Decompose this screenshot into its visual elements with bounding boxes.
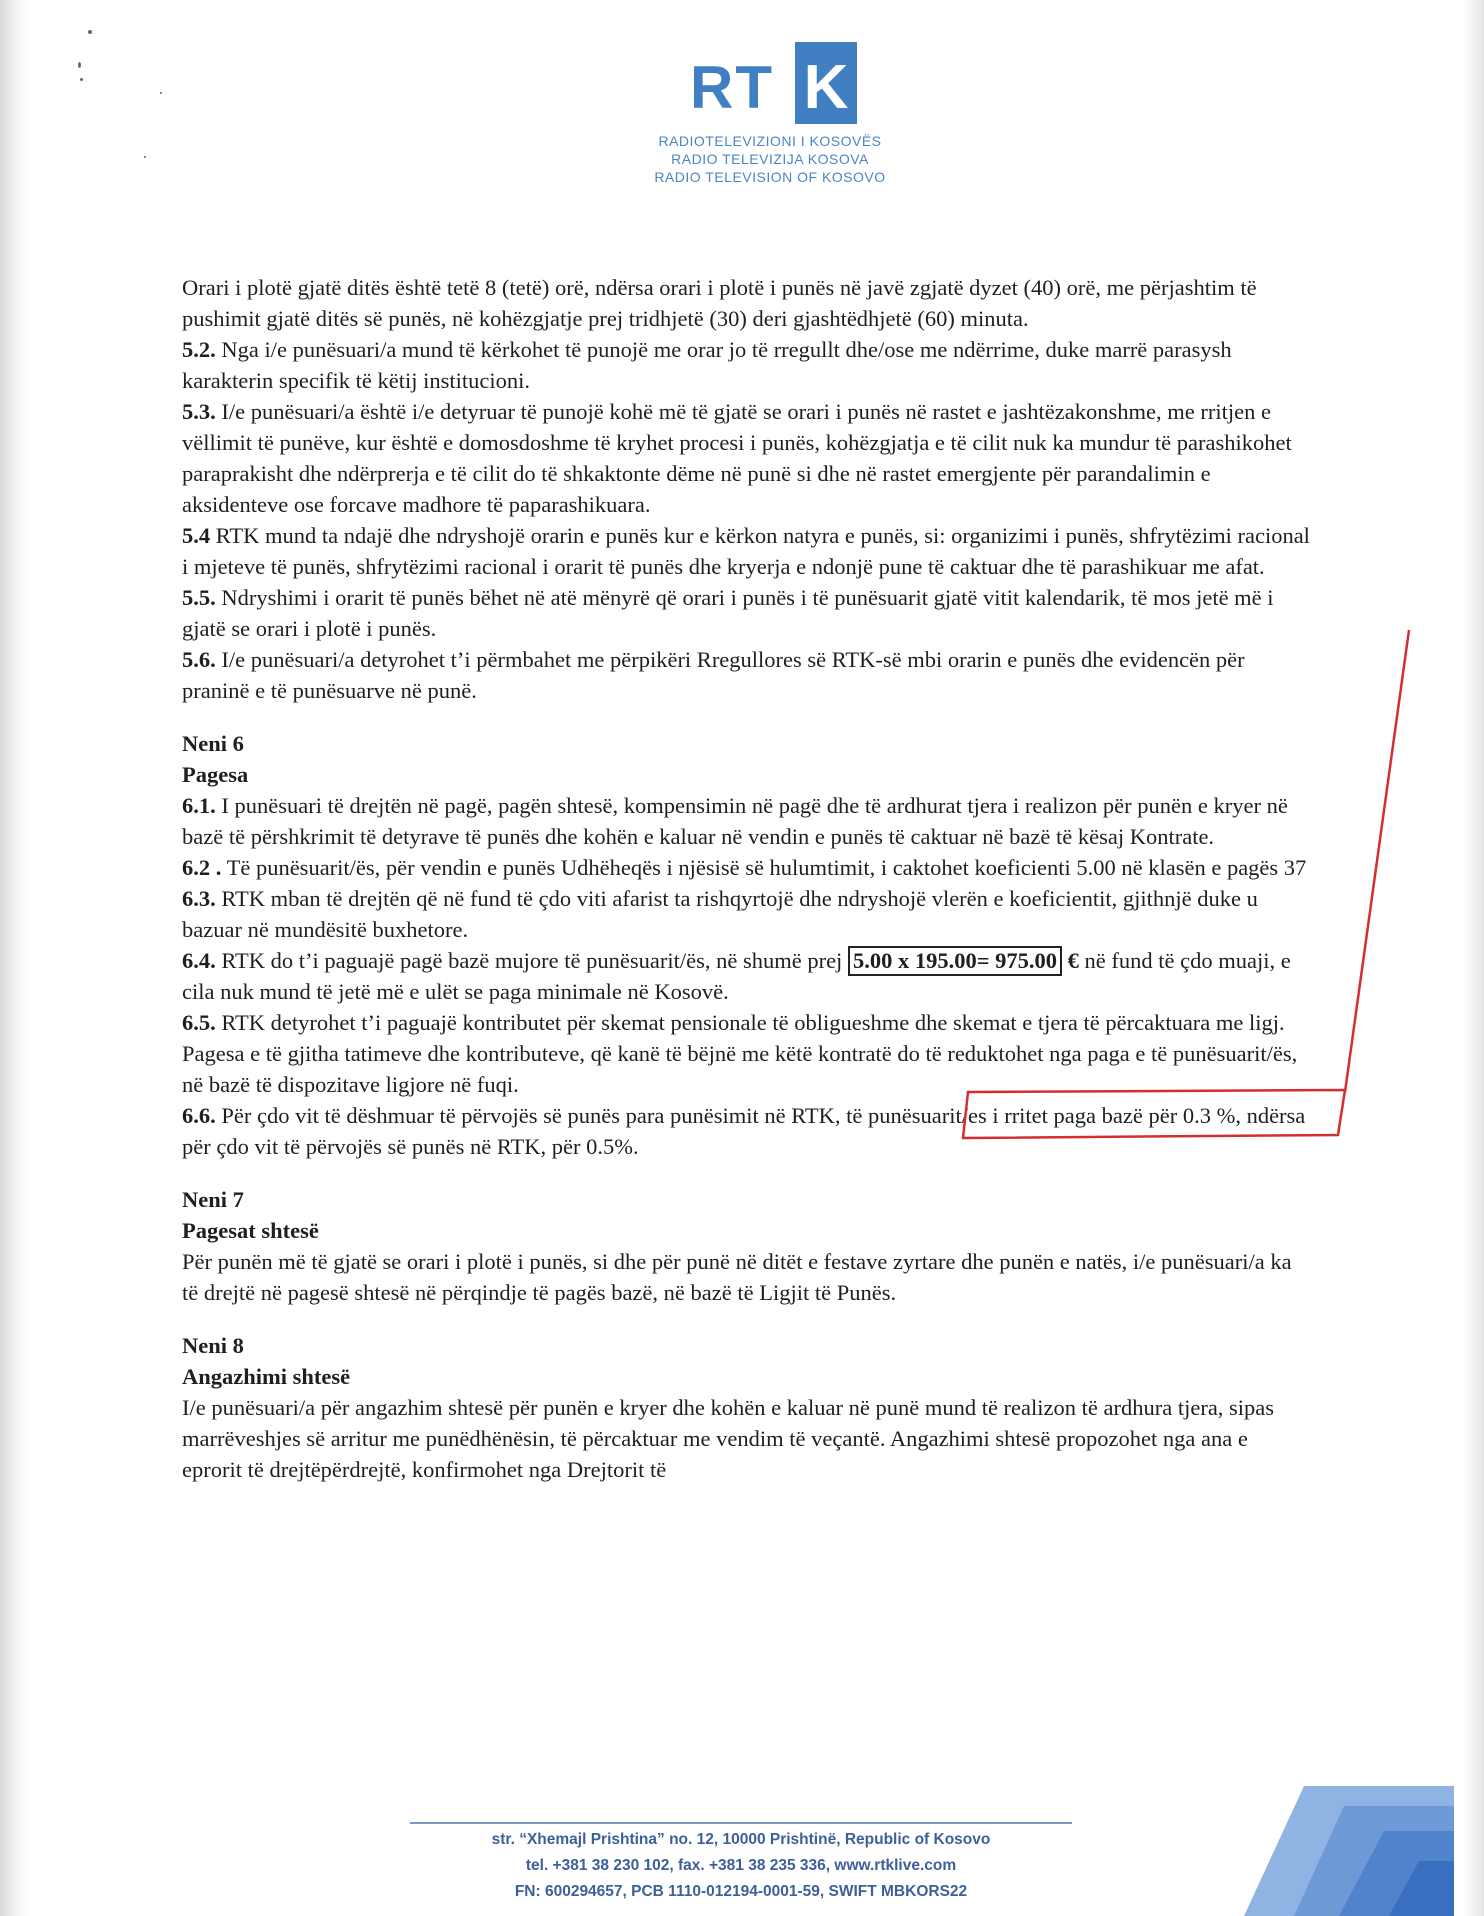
logo-box-letter: K bbox=[795, 42, 857, 124]
footer-rule bbox=[410, 1822, 1072, 1824]
annotation-pointer-line bbox=[1345, 630, 1409, 1092]
spacer bbox=[182, 706, 1312, 728]
clause-number: 6.2 . bbox=[182, 855, 222, 880]
clause-number: 6.1. bbox=[182, 793, 216, 818]
footer-line: tel. +381 38 230 102, fax. +381 38 235 336, www.rtklive.com bbox=[525, 1857, 957, 1874]
clause-number: 5.2. bbox=[182, 337, 216, 362]
paragraph-5-5 bbox=[182, 582, 1312, 644]
clause-text: Të punësuarit/ës, për vendin e punës Udhëheqës i njësisë së hulumtimit, i caktohet koeficienti 5.00 në klasën e pagës 37 bbox=[226, 855, 1307, 880]
clause-text: Ndryshimi i orarit të punës bëhet në atë mënyrë që orari i punës i të punësuarit gjatë vitit kalendarik, të mos jetë më i gjatë se orari i plotë i punës. bbox=[182, 585, 1274, 641]
paragraph-7: Për punën më të gjatë se orari i plotë i punës, si dhe për punë në ditët e festave zyrtare dhe punën e natës, i/e punësuari/a ka të drejtë në pagesë shtesë në përqindje të pagës bazë, në bazë të Ligjit të Punës. bbox=[182, 1249, 1292, 1305]
clause-text: Nga i/e punësuari/a mund të kërkohet të punojë me orar jo të rregullt dhe/ose me ndërrime, duke marrë parasysh karakterin specifik të këtij institucioni. bbox=[182, 337, 1232, 393]
clause-text: RTK mund ta ndajë dhe ndryshojë orarin e punës kur e kërkon natyra e punës, si: organizimi i punës, shfrytëzimi racional i mjeteve të punës, shfrytëzimi racional i orarit të punës dhe kryerja e ndonjë pune të caktuar dhe të parashikuar me afat. bbox=[182, 523, 1310, 579]
paragraph-5-4 bbox=[182, 520, 1312, 582]
clause-text: RTK mban të drejtën që në fund të çdo viti afarist ta rishqyrtojë dhe ndryshojë vlerën e koeficientit, gjithnjë duke u bazuar në mundësitë buxhetore. bbox=[182, 886, 1258, 942]
article-8-heading: Neni 8 bbox=[182, 1333, 244, 1358]
footer-line: str. “Xhemajl Prishtina” no. 12, 10000 Prishtinë, Republic of Kosovo bbox=[491, 1831, 991, 1848]
clause-text: në fund të çdo muaji, e cila nuk mund të jetë më e ulët se paga minimale në Kosovë. bbox=[182, 948, 1291, 1004]
clause-number: 5.6. bbox=[182, 647, 216, 672]
document-body bbox=[182, 272, 1312, 1485]
article-6-heading: Neni 6 bbox=[182, 731, 244, 756]
clause-number: 6.3. bbox=[182, 886, 216, 911]
logo-subtitle-line: RADIO TELEVISION OF KOSOVO bbox=[654, 169, 886, 185]
article-7-title: Pagesat shtesë bbox=[182, 1218, 319, 1243]
footer-line: FN: 600294657, PCB 1110-012194-0001-59, SWIFT MBKORS22 bbox=[514, 1883, 968, 1900]
logo-subtitle bbox=[650, 132, 890, 186]
article-8-title: Angazhimi shtesë bbox=[182, 1364, 351, 1389]
clause-number: 6.6. bbox=[182, 1103, 216, 1128]
scan-edge-right bbox=[1464, 0, 1484, 1916]
clause-number: 6.4. bbox=[182, 948, 216, 973]
scan-speck bbox=[144, 156, 146, 158]
paragraph-6-3 bbox=[182, 883, 1312, 945]
euro-symbol: € bbox=[1067, 948, 1079, 973]
logo-subtitle-line: RADIO TELEVIZIJA KOSOVA bbox=[671, 151, 869, 167]
paragraph-intro: Orari i plotë gjatë ditës është tetë 8 (tetë) orë, ndërsa orari i plotë i punës në javë zgjatë dyzet (40) orë, me përjashtim të pushimit gjatë ditës së punës, në kohëzgjatje prej tridhjetë (30) deri gjashtëdhjetë (60) minuta. bbox=[182, 275, 1257, 331]
paragraph-6-4 bbox=[182, 945, 1312, 1007]
clause-number: 6.5. bbox=[182, 1010, 216, 1035]
article-7-heading: Neni 7 bbox=[182, 1187, 244, 1212]
rtk-logo bbox=[690, 42, 890, 126]
clause-text: RTK do t’i paguajë pagë bazë mujore të punësuarit/ës, në shumë prej bbox=[221, 948, 843, 973]
clause-text: RTK detyrohet t’i paguajë kontributet për skemat pensionale të obligueshme dhe skemat e tjera të përcaktuara me ligj. Pagesa e të gjitha tatimeve dhe kontributeve, që kanë të bëjnë me këtë kontratë do të reduktohet nga paga e të punësuarit/ës, në bazë të dispozitave ligjore në fuqi. bbox=[182, 1010, 1298, 1097]
scan-speck bbox=[78, 62, 81, 68]
footer-address bbox=[410, 1827, 1072, 1905]
article-6-title: Pagesa bbox=[182, 762, 249, 787]
clause-number: 5.3. bbox=[182, 399, 216, 424]
scan-speck bbox=[80, 78, 83, 81]
logo-subtitle-line: RADIOTELEVIZIONI I KOSOVËS bbox=[658, 133, 882, 149]
clause-number: 5.4 bbox=[182, 523, 211, 548]
clause-text: I/e punësuari/a detyrohet t’i përmbahet me përpikëri Rregullores së RTK-së mbi orarin e punës dhe evidencën për praninë e të punësuarve në punë. bbox=[182, 647, 1245, 703]
clause-text: Për çdo vit të dëshmuar të përvojës së punës para punësimit në RTK, të punësuarit/es i rritet paga bazë për 0.3 %, ndërsa për çdo vit të përvojës së punës në RTK, për 0.5%. bbox=[182, 1103, 1306, 1159]
paragraph-6-1 bbox=[182, 790, 1312, 852]
spacer bbox=[182, 1162, 1312, 1184]
paragraph-8: I/e punësuari/a për angazhim shtesë për punën e kryer dhe kohën e kaluar në punë mund të realizon të ardhura tjera, sipas marrëveshjes së arritur me punëdhënësin, të përcaktuar me vendim të veçantë. Angazhimi shtesë propozohet nga ana e eprorit të drejtëpërdrejtë, konfirmohet nga Drejtorit të bbox=[182, 1395, 1275, 1482]
paragraph-5-3 bbox=[182, 396, 1312, 520]
scan-speck bbox=[88, 30, 92, 34]
paragraph-5-6 bbox=[182, 644, 1312, 706]
paragraph-6-5 bbox=[182, 1007, 1312, 1100]
clause-text: I/e punësuari/a është i/e detyruar të punojë kohë më të gjatë se orari i punës në rastet e jashtëzakonshme, me rritjen e vëllimit të punëve, kur është e domosdoshme të kryhet procesi i punës, kohëzgjatja e të cilit nuk ka mundur të parashikohet paraprakisht dhe ndërprerja e të cilit do të shkaktonte dëme në punë si dhe në rastet emergjente për parandalimin e aksidenteve ose forcave madhore të paparashikuara. bbox=[182, 399, 1292, 517]
clause-text: I punësuari të drejtën në pagë, pagën shtesë, kompensimin në pagë dhe të ardhurat tjera i realizon për punën e kryer në bazë të përshkrimit të detyrave të punës dhe kohën e kaluar në vendin e punës të caktuar në bazë të kësaj Kontrate. bbox=[182, 793, 1288, 849]
paragraph-5-2 bbox=[182, 334, 1312, 396]
scan-edge-left bbox=[0, 0, 28, 1916]
paragraph-6-6 bbox=[182, 1100, 1312, 1162]
paragraph-6-2 bbox=[182, 852, 1312, 883]
salary-amount-box: 5.00 x 195.00= 975.00 bbox=[848, 946, 1062, 976]
logo-letters: RT bbox=[690, 54, 774, 121]
clause-number: 5.5. bbox=[182, 585, 216, 610]
footer-decoration bbox=[1244, 1786, 1464, 1916]
scan-speck bbox=[160, 92, 162, 94]
spacer bbox=[182, 1308, 1312, 1330]
